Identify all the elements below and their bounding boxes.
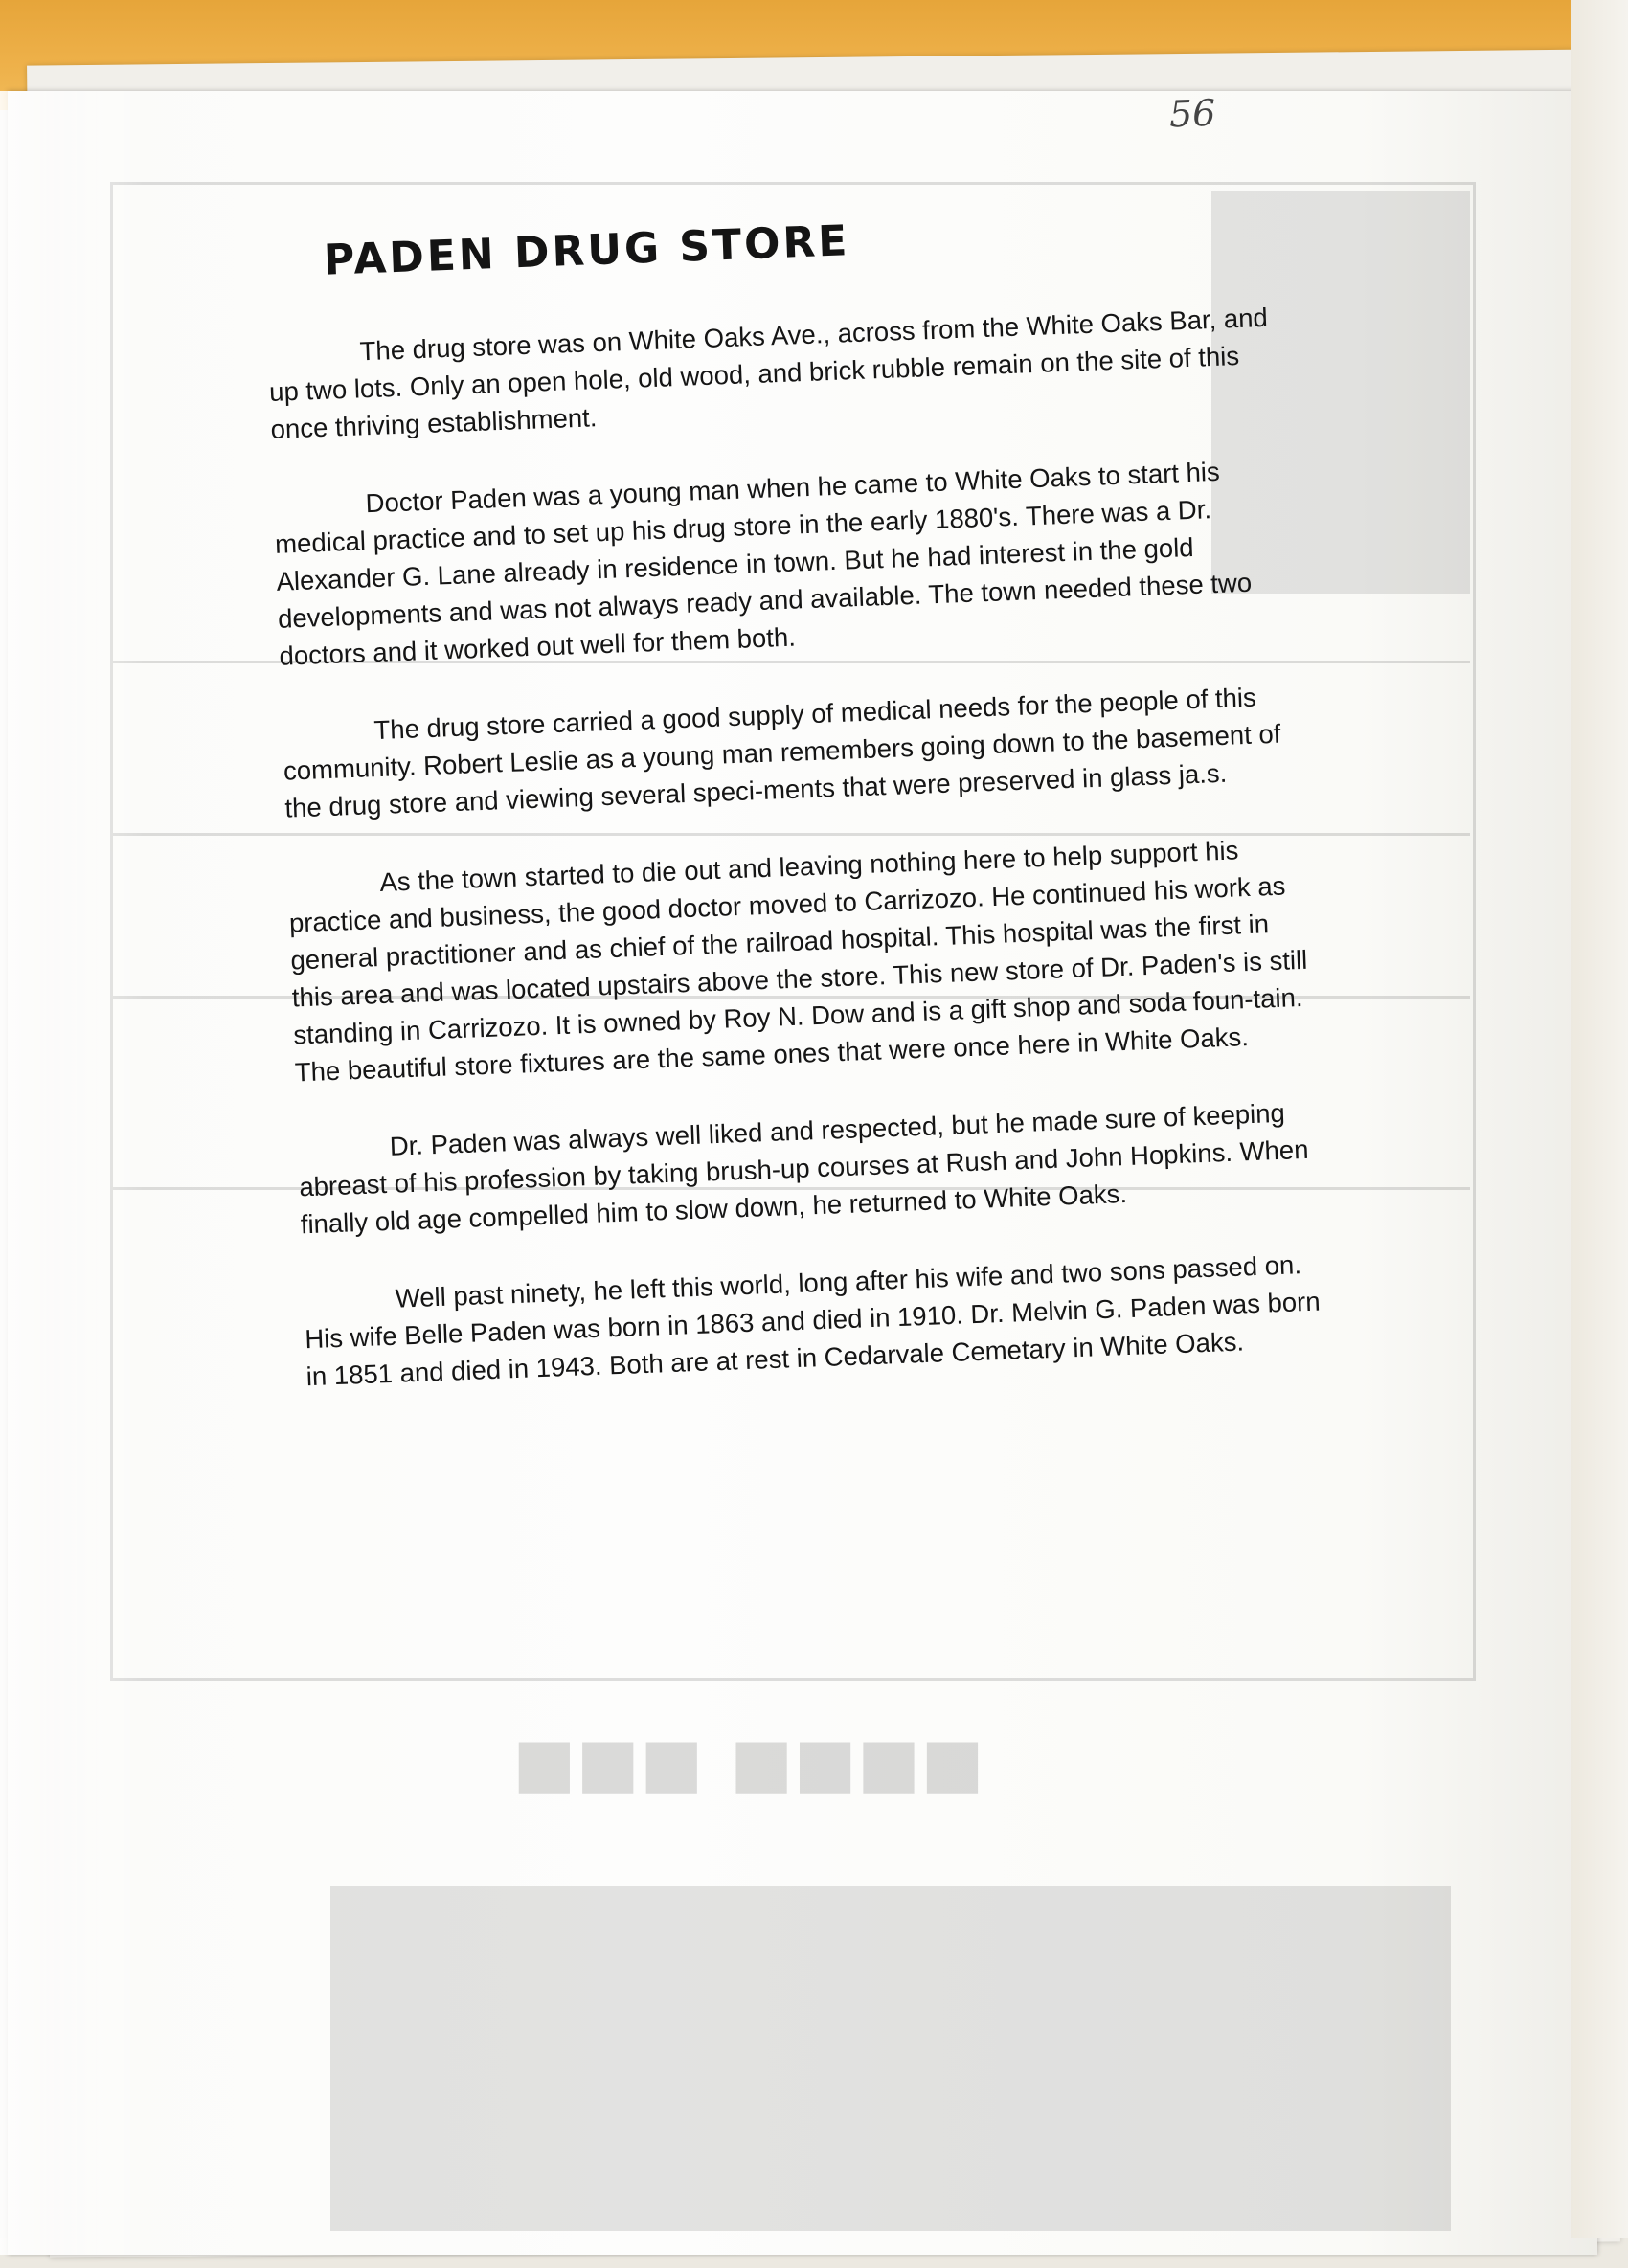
paragraph: The drug store carried a good supply of medical needs for the people of this community. Robert Leslie as a young man remembers going down to the basement of the drug store and viewing several speci-ments that were preserved in glass ja.s. [283,682,1281,823]
ghost-heading: ■■■■ ■■■ [512,1706,984,1823]
paragraph: The drug store was on White Oaks Ave., across from the White Oaks Bar, and up two lots. Only an open hole, old wood, and brick rubble remain on the site of this once thriving establishment. [268,302,1269,444]
page-number: 56 [1168,91,1217,136]
paragraph: Well past ninety, he left this world, long after his wife and two sons passed on. His wife Belle Paden was born in 1863 and died in 1910. Dr. Melvin G. Paden was born in 1851 and died in 1943. Both are at rest in Cedarvale Cemetary in White Oaks. [304,1249,1322,1392]
paragraph: Doctor Paden was a young man when he came to White Oaks to start his medical practice and to set up his drug store in the early 1880's. There was a Dr. Alexander G. Lane already in residence in town. But he had interest in the gold developments and was not always ready and available. The town needed these two doctors and it worked out well for them both. [274,456,1253,671]
paragraph: Dr. Paden was always well liked and respected, but he made sure of keeping abreast of his profession by taking brush-up courses at Rush and John Hopkins. When finally old age compelled him to slow down, he returned to White Oaks. [298,1097,1309,1240]
document-title: PADEN DRUG STORE [323,216,851,285]
paragraph: As the town started to die out and leaving nothing here to help support his practice and business, the good doctor moved to Carrizozo. He continued his work as general practitioner and as chief of the railroad hospital. This hospital was the first in this area and was located upstairs above the store. This new store of Dr. Paden's is still standing in Carrizozo. It is owned by Roy N. Dow and is a gift shop and soda foun-tain. The beautiful store fixtures are the same ones that were once here in White Oaks. [288,835,1308,1088]
body-text [267,298,1327,1435]
